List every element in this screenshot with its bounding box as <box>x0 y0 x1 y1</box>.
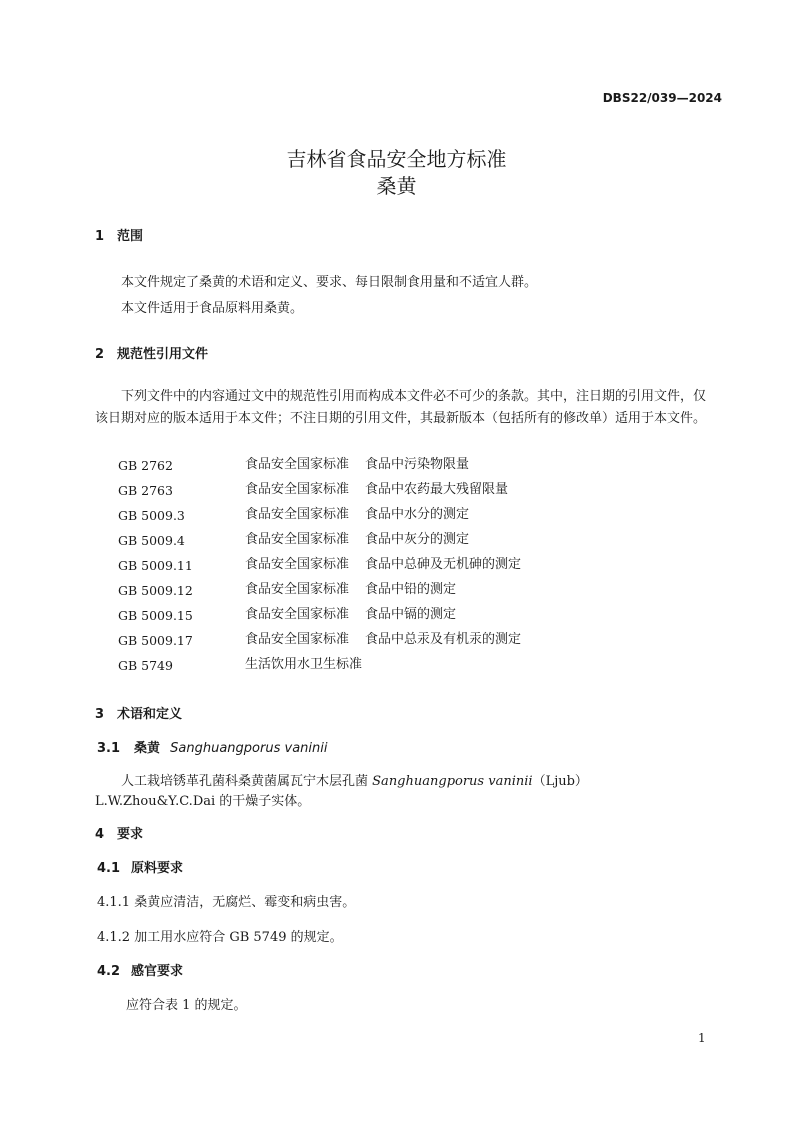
latin-name: Sanghuangporus vaninii <box>372 774 533 789</box>
ref-code: GB 5009.4 <box>118 533 185 548</box>
item-4-1-1: 4.1.1 桑黄应清洁，无腐烂、霉变和病虫害。 <box>97 895 356 910</box>
section-2-heading <box>95 343 208 362</box>
ref-code: GB 5009.3 <box>118 508 185 523</box>
item-4-1-2: 4.1.2 加工用水应符合 GB 5749 的规定。 <box>97 930 343 945</box>
ref-code: GB 5009.17 <box>118 633 193 648</box>
ref-code: GB 5009.15 <box>118 608 193 623</box>
document-code: DBS22/039—2024 <box>602 91 722 105</box>
ref-title: 食品安全国家标准 食品中污染物限量 <box>245 457 470 472</box>
ref-title: 食品安全国家标准 食品中镉的测定 <box>245 607 457 622</box>
term-3-1-heading <box>97 737 327 756</box>
term-definition-line-1: 人工栽培锈革孔菌科桑黄菌属瓦宁木层孔菌 Sanghuangporus vaninii（Ljub） <box>121 774 588 789</box>
references-intro: 下列文件中的内容通过文中的规范性引用而构成本文件必不可少的条款。其中，注日期的引用文件，仅该日期对应的版本适用于本文件；不注日期的引用文件，其最新版本（包括所有的修改单）适用于本文件。 <box>95 389 707 426</box>
ref-code: GB 2762 <box>118 458 173 473</box>
term-number: 3.1 <box>97 741 121 756</box>
section-1-heading <box>95 225 143 244</box>
ref-code: GB 5749 <box>118 658 173 673</box>
ref-title: 生活饮用水卫生标准 <box>245 657 363 672</box>
section-4-2-heading: 4.2 感官要求 <box>97 964 184 979</box>
section-number: 2 <box>95 347 105 362</box>
section-4-1-heading: 4.1 原料要求 <box>97 861 184 876</box>
term-cn: 桑黄 <box>134 741 161 756</box>
ref-title: 食品安全国家标准 食品中农药最大残留限量 <box>245 482 509 497</box>
scope-paragraph-1: 本文件规定了桑黄的术语和定义、要求、每日限制食用量和不适宜人群。 <box>121 275 538 290</box>
standard-title: 吉林省食品安全地方标准 <box>286 147 507 171</box>
section-3-heading <box>95 703 182 722</box>
section-title: 要求 <box>117 827 144 842</box>
ref-title: 食品安全国家标准 食品中灰分的测定 <box>245 532 470 547</box>
section-number: 3 <box>95 707 105 722</box>
section-number: 4 <box>95 827 105 842</box>
ref-code: GB 5009.12 <box>118 583 193 598</box>
scope-paragraph-2: 本文件适用于食品原料用桑黄。 <box>121 301 304 316</box>
ref-code: GB 5009.11 <box>118 558 193 573</box>
ref-title: 食品安全国家标准 食品中水分的测定 <box>245 507 470 522</box>
section-title: 术语和定义 <box>117 707 183 722</box>
ref-title: 食品安全国家标准 食品中铅的测定 <box>245 582 457 597</box>
ref-title: 食品安全国家标准 食品中总汞及有机汞的测定 <box>245 632 522 647</box>
section-4-heading <box>95 823 143 842</box>
ref-title: 食品安全国家标准 食品中总砷及无机砷的测定 <box>245 557 522 572</box>
term-definition-line-2: L.W.Zhou&Y.C.Dai 的干燥子实体。 <box>95 794 311 809</box>
term-latin: Sanghuangporus vaninii <box>170 741 328 756</box>
page-number: 1 <box>698 1031 706 1045</box>
product-title: 桑黄 <box>376 174 417 198</box>
sensory-paragraph: 应符合表 1 的规定。 <box>126 998 247 1013</box>
ref-code: GB 2763 <box>118 483 173 498</box>
section-title: 规范性引用文件 <box>117 347 209 362</box>
section-number: 1 <box>95 229 105 244</box>
section-title: 范围 <box>117 229 144 244</box>
